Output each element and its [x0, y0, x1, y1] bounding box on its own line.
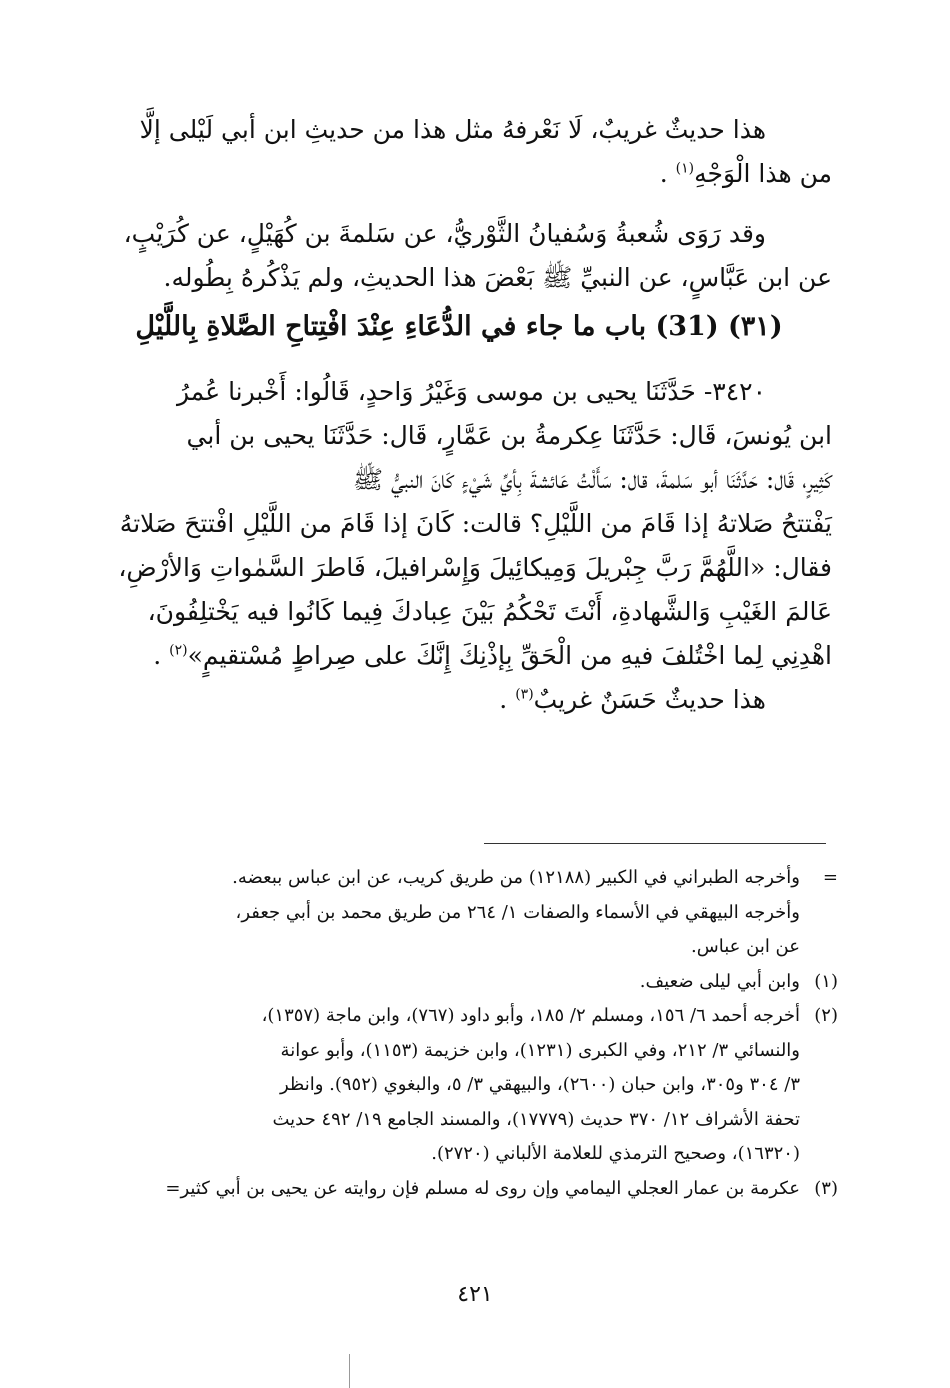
- footnote-ref-1[interactable]: (١): [675, 160, 695, 177]
- footnote-2-line3: [112, 1068, 838, 1103]
- footnote-continued-line2: [112, 896, 838, 931]
- footnotes: [112, 861, 838, 1206]
- footnote-2-line2: [112, 1034, 838, 1069]
- hadith-line3: كَثِيرٍ، قَال: حَدَّثَنَا أبو سَلمةَ، قال: سَأَلْتُ عَائشةَ بِأيِّ شَيْءٍ كَانَ النبيُّ ﷺ: [352, 465, 832, 494]
- footnote-3-text: عكرمة بن عمار العجلي اليمامي وإن روى له مسلم فإن روايته عن يحيى بن أبي كثير=: [165, 1177, 800, 1199]
- hadith-line6: عَالمَ الغَيْبِ وَالشَّهادةِ، أَنْتَ تَحْكُمُ بَيْنَ عِبادكَ فِيما كَانُوا فيه يَخْتلِفُونَ،: [147, 597, 832, 626]
- footnote-2-line5: [112, 1137, 838, 1172]
- continuation-marker: =: [822, 867, 838, 888]
- footnote-separator: [484, 843, 826, 844]
- footnote-2-text4: تحفة الأشراف ١٢/ ٣٧٠ حديث (١٧٧٧٩)، والمسند الجامع ١٩/ ٤٩٢ حديث: [272, 1108, 800, 1130]
- hadith-line7-end: .: [153, 641, 170, 670]
- para1-line1: هذا حديثٌ غريبٌ، لَا نَعْرفهُ مثل هذا من حديثِ ابن أبي لَيْلى إلَّا: [139, 115, 766, 144]
- grading-line: [112, 678, 832, 722]
- footnote-3-number: (٣): [814, 1177, 838, 1199]
- footnote-2-text5: (١٦٣٢٠)، وصحيح الترمذي للعلامة الألباني (٢٧٢٠).: [431, 1143, 800, 1164]
- grading-text: هذا حديثٌ حَسَنٌ غريبٌ: [533, 685, 766, 714]
- footnote-1-number: (١): [814, 970, 838, 992]
- footnote-continued-line3: [112, 930, 838, 965]
- footnote-ref-3[interactable]: (٣): [515, 686, 534, 703]
- para2-line1: وقد رَوَى شُعبةُ وَسُفيانُ الثَّوْريُّ، عن سَلمةَ بن كُهَيْلٍ، عن كُرَيْبٍ،: [123, 219, 766, 248]
- para1-line2: [112, 152, 832, 196]
- footnote-1-text: وابن أبي ليلى ضعيف.: [639, 970, 800, 992]
- footnote-1: [112, 965, 838, 1000]
- page-number: ٤٢١: [457, 1282, 493, 1307]
- footnote-2-text3: ٣/ ٣٠٤ و٣٠٥، وابن حبان (٢٦٠٠)، والبيهقي ٣/ ٥، والبغوي (٩٥٢). وانظر: [280, 1074, 800, 1095]
- footnote-2-line1: [112, 999, 838, 1034]
- footnote-2-text1: أخرجه أحمد ٦/ ١٥٦، ومسلم ٢/ ١٨٥، وأبو داود (٧٦٧)، وابن ماجة (١٣٥٧)،: [261, 1005, 800, 1026]
- binding-gutter-line: [349, 1354, 350, 1388]
- hadith-line2: ابن يُونسَ، قَال: حَدَّثَنَا عِكرمةُ بن عَمَّارٍ، قَال: حَدَّثَنَا يحيى بن أبي: [186, 421, 832, 450]
- grading-end: .: [499, 685, 516, 714]
- para2-line2: عن ابن عَبَّاسٍ، عن النبيِّ ﷺ بَعْضَ هذا الحديثِ، ولم يَذْكُرهُ بِطُوله.: [163, 263, 832, 292]
- footnote-2-line4: [112, 1103, 838, 1138]
- hadith-line1: ٣٤٢٠- حَدَّثَنَا يحيى بن موسى وَغَيْرُ وَاحدٍ، قَالُوا: أَخْبرنا عُمرُ: [176, 377, 766, 406]
- footnote-3: [112, 1172, 838, 1207]
- footnote-continued-line1: [112, 861, 838, 896]
- chapter-heading: (٣١) (31) باب ما جاء في الدُّعَاءِ عِنْدَ افْتِتاحِ الصَّلاةِ بِاللَّيْلِ: [135, 311, 783, 342]
- para1-line2-text: من هذا الْوَجْهِ: [694, 159, 832, 188]
- hadith-line4: يَفْتتحُ صَلاتهُ إذا قَامَ من اللَّيْلِ؟ قالت: كَانَ إذا قَامَ من اللَّيْلِ افْتتحَ صَلاتهُ: [119, 509, 832, 538]
- footnote-2-number: (٢): [814, 1005, 838, 1026]
- footnote-continued-text3: عن ابن عباس.: [691, 936, 800, 957]
- hadith-line5: فقال: «اللَّهُمَّ رَبَّ جِبْريلَ وَمِيكائِيلَ وَإِسْرافيلَ، فَاطرَ السَّمٰواتِ وَالأرْضِ،: [118, 553, 832, 582]
- footnote-ref-2[interactable]: (٢): [169, 642, 188, 659]
- para1-line2-end: .: [659, 159, 676, 188]
- hadith-line7-text: اهْدِنِي لِما اخْتُلفَ فيهِ من الْحَقِّ بِإذْنِكَ إِنَّكَ على صِراطٍ مُسْتقيمٍ»: [187, 641, 832, 670]
- footnote-continued-text1: وأخرجه الطبراني في الكبير (١٢١٨٨) من طريق كريب، عن ابن عباس ببعضه.: [232, 867, 800, 888]
- main-text: [112, 108, 832, 722]
- footnote-continued-text2: وأخرجه البيهقي في الأسماء والصفات ١/ ٢٦٤ من طريق محمد بن أبي جعفر،: [235, 901, 800, 923]
- footnote-2-text2: والنسائي ٣/ ٢١٢، وفي الكبرى (١٢٣١)، وابن خزيمة (١١٥٣)، وأبو عوانة: [280, 1039, 800, 1061]
- hadith-line7: [112, 634, 832, 678]
